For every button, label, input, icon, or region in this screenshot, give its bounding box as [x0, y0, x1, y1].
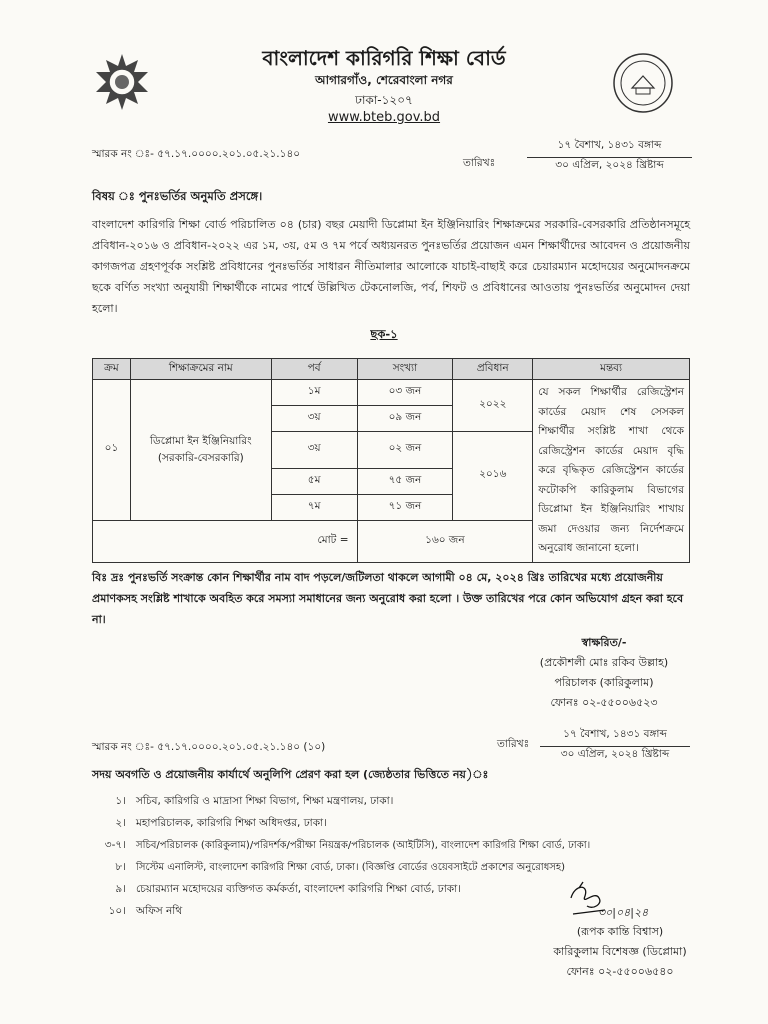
memo-date-english: ৩০ এপ্রিল, ২০২৪ খ্রিষ্টাব্দ [555, 159, 664, 171]
remarks-cell: যে সকল শিক্ষার্থীর রেজিস্ট্রেশন কার্ডের মেয়াদ শেষ সেসকল শিক্ষার্থীর সংশ্লিষ্ট শাখা থেকে রেজিস্ট্রেশন কার্ডের মেয়াদ বৃদ্ধি করে বৃদ্ধিকৃত রেজিস্ট্রেশন কার্ডের ফটোকপি কারিকুলাম বিভাগের ডিপ্লোমা ইন ইঞ্জিনিয়ারিং শাখায় জমা দেওয়ার জন্য নির্দেশক্রমে অনুরোধ জানানো হলো। [533, 380, 690, 563]
semester-cell: ৩য় [271, 432, 357, 469]
memo-2-date-english: ৩০ এপ্রিল, ২০২৪ খ্রিষ্টাব্দ [560, 748, 670, 760]
count-cell: ০৯ জন [357, 406, 453, 432]
cc-num: ৯। [115, 883, 126, 895]
signed-mark: স্বাক্ষরিত/- [581, 636, 627, 649]
cc-num: ৮। [115, 861, 126, 873]
regulation-cell-2022: ২০২২ [453, 380, 533, 432]
signatory-2-designation: কারিকুলাম বিশেষজ্ঞ (ডিপ্লোমা) [553, 945, 687, 958]
semester-cell: ৫ম [271, 468, 357, 494]
signature-date: ৩০|০৪|২৪ [598, 906, 649, 919]
memo-2-ref-number: ৫৭.১৭.০০০০.২০১.০৫.২১.১৪০ (১০) [157, 741, 326, 753]
signatory-1-phone: ফোনঃ ০২-৫৫০০৬৫২৩ [550, 696, 658, 709]
memo-ref-label: স্মারক নং ঃ- [92, 148, 154, 160]
cc-intro: সদয় অবগতি ও প্রয়োজনীয় কার্যার্থে অনুলিপি প্রেরণ করা হল (জ্যেষ্ঠতার ভিত্তিতে নয়)ঃ [92, 768, 489, 781]
list-item [92, 816, 712, 838]
semester-cell: ১ম [271, 380, 357, 406]
cc-num: ১। [115, 795, 126, 807]
count-cell: ৭১ জন [357, 494, 453, 520]
col-header-regulation: প্রবিধান [453, 359, 533, 380]
list-item [92, 838, 712, 860]
table-caption: ছক-১ [370, 327, 398, 341]
readmission-table [92, 358, 690, 563]
col-header-count: সংখ্যা [357, 359, 453, 380]
total-value: ১৬০ জন [357, 520, 533, 562]
count-cell: ৭৫ জন [357, 468, 453, 494]
cc-text: সিস্টেম এনালিস্ট, বাংলাদেশ কারিগরি শিক্ষা বোর্ড, ঢাকা। (বিজ্ঞপ্তি বোর্ডের ওয়েবসাইটে প্রকাশের অনুরোধসহ) [136, 862, 566, 873]
memo-ref [92, 147, 300, 164]
cc-num: ৩-৭। [104, 839, 126, 851]
cc-text: সচিব/পরিচালক (কারিকুলাম)/পরিদর্শক/পরীক্ষা নিয়ন্ত্রক/পরিচালক (আইটিসি), বাংলাদেশ কারিগরি শিক্ষা বোর্ড, ঢাকা। [136, 840, 591, 851]
note-paragraph: বিঃ দ্রঃ পুনঃভর্তি সংক্রান্ত কোন শিক্ষার্থীর নাম বাদ পড়লে/জটিলতা থাকলে আগামী ০৪ মে, ২০২৪ খ্রিঃ তারিখের মধ্যে প্রয়োজনীয় প্রমাণকসহ সংশ্লিষ্ট শাখাকে অবহিত করে সমস্যা সমাধানের জন্য অনুরোধ করা হলো । উক্ত তারিখের পরে কোন অভিযোগ গ্রহন করা হবে না। [92, 571, 684, 626]
cc-num: ১০। [108, 905, 126, 917]
cc-text: চেয়ারম্যান মহোদয়ের ব্যক্তিগত কর্মকর্তা, বাংলাদেশ কারিগরি শিক্ষা বোর্ড, ঢাকা। [136, 883, 461, 895]
memo-2-ref [92, 740, 325, 757]
cc-text: মহাপরিচালক, কারিগরি শিক্ষা অধিদপ্তর, ঢাকা। [136, 817, 327, 829]
regulation-cell-2016: ২০১৬ [453, 432, 533, 521]
count-cell: ০২ জন [357, 432, 453, 469]
address-line-1: আগারগাঁও, শেরেবাংলা নগর [315, 73, 453, 87]
col-header-remarks: মন্তব্য [533, 359, 690, 380]
col-header-curriculum: শিক্ষাক্রমের নাম [130, 359, 271, 380]
table-header-row [93, 359, 690, 380]
serial-cell: ০১ [93, 380, 131, 521]
semester-cell: ৩য় [271, 406, 357, 432]
cc-text: সচিব, কারিগরি ও মাদ্রাসা শিক্ষা বিভাগ, শিক্ষা মন্ত্রণালয়, ঢাকা। [136, 795, 394, 807]
signatory-1-name: (প্রকৌশলী মোঃ রকিব উল্লাহ) [539, 656, 669, 669]
table-row [93, 380, 690, 406]
memo-2-date-bangla: ১৭ বৈশাখ, ১৪৩১ বঙ্গাব্দ [540, 727, 690, 747]
cc-num: ২। [115, 817, 126, 829]
subject-line: বিষয় ঃ পুনঃভর্তির অনুমতি প্রসঙ্গে। [92, 189, 263, 203]
signatory-1-block [504, 633, 704, 713]
memo-date-bangla: ১৭ বৈশাখ, ১৪৩১ বঙ্গাব্দ [527, 138, 692, 158]
col-header-semester: পর্ব [271, 359, 357, 380]
col-header-serial: ক্রম [93, 359, 131, 380]
list-item [92, 794, 712, 816]
memo-ref-number: ৫৭.১৭.০০০০.২০১.০৫.২১.১৪০ [157, 148, 301, 160]
total-label: মোট = [93, 520, 358, 562]
curriculum-type: (সরকারি-বেসরকারি) [157, 451, 244, 464]
memo-date-label: তারিখঃ [463, 157, 496, 169]
body-paragraph: বাংলাদেশ কারিগরি শিক্ষা বোর্ড পরিচালিত ০৪ (চার) বছর মেয়াদী ডিপ্লোমা ইন ইঞ্জিনিয়ারিং শিক্ষাক্রমের সরকারি-বেসরকারি প্রতিষ্ঠানসমূহে প্রবিধান-২০১৬ ও প্রবিধান-২০২২ এর ১ম, ৩য়, ৫ম ও ৭ম পর্বে অধ্যয়নরত পুনঃভর্তির প্রয়োজন এমন শিক্ষার্থীদের আবেদন ও প্রয়োজনীয় কাগজপত্র গ্রহণপূর্বক সংশ্লিষ্ট প্রবিধানের পুনঃভর্তির সাধারন নীতিমালার আলোকে যাচাই-বাছাই করে চেয়ারম্যান মহোদয়ের অনুমোদনক্রমে ছকে বর্ণিত সংখ্যা অনুযায়ী শিক্ষার্থীকে নামের পার্শ্বে উল্লিখিত টেকনোলজি, পর্ব, শিফট ও প্রবিধানের আওতায় পুনঃভর্তির অনুমোদন দেয়া হলো। [92, 218, 690, 315]
cc-text: অফিস নথি [136, 905, 183, 917]
website-link[interactable]: www.bteb.gov.bd [327, 110, 441, 125]
curriculum-name: ডিপ্লোমা ইন ইঞ্জিনিয়ারিং [149, 434, 252, 447]
signatory-2-phone: ফোনঃ ০২-৫৫০০৬৫৪০ [566, 965, 674, 978]
address-line-2: ঢাকা-১২০৭ [355, 93, 413, 107]
memo-2-date-label: তারিখঃ [497, 738, 530, 750]
signatory-2-block [520, 922, 720, 982]
count-cell: ০৩ জন [357, 380, 453, 406]
signatory-1-designation: পরিচালক (কারিকুলাম) [554, 676, 654, 689]
curriculum-cell [130, 380, 271, 521]
org-name: বাংলাদেশ কারিগরি শিক্ষা বোর্ড [262, 46, 506, 70]
list-item [92, 860, 712, 882]
signatory-2-name: (রূপক কান্তি বিশ্বাস) [576, 925, 664, 938]
semester-cell: ৭ম [271, 494, 357, 520]
memo-2-ref-label: স্মারক নং ঃ- [92, 741, 154, 753]
